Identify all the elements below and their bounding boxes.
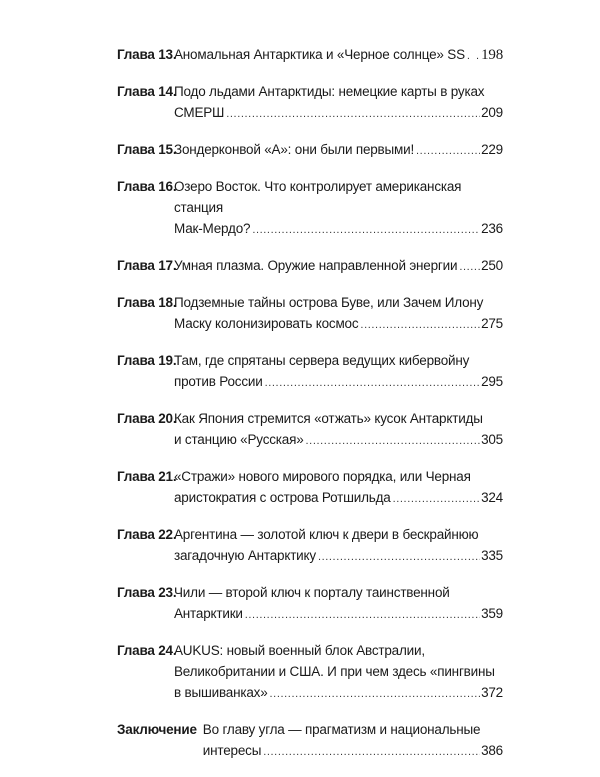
chapter-title-line: Там, где спрятаны сервера ведущих кибервойну — [174, 353, 470, 368]
chapter-title-line: AUKUS: новый военный блок Австралии, — [174, 643, 425, 658]
toc-entry-chapter-15[interactable] — [117, 139, 503, 162]
chapter-label: Глава 17. — [117, 258, 177, 273]
page-number: 275 — [481, 316, 503, 331]
toc-entry-chapter-19[interactable] — [117, 350, 503, 394]
dot-leader — [224, 104, 480, 125]
chapter-label: Глава 16. — [117, 179, 177, 194]
dot-leader — [414, 141, 480, 162]
chapter-title-line: Аргентина — золотой ключ к двери в бескрайнюю — [174, 527, 479, 542]
chapter-title — [174, 81, 503, 125]
chapter-label: Глава 21. — [117, 469, 177, 484]
chapter-label: Глава 13. — [117, 47, 177, 62]
toc-entry-chapter-22[interactable] — [117, 524, 503, 568]
dot-leader — [243, 605, 480, 626]
page-number: 359 — [481, 606, 503, 621]
page-number: 324 — [481, 490, 503, 505]
chapter-label: Глава 15. — [117, 142, 177, 157]
dot-leader — [465, 46, 480, 67]
page-number: 386 — [481, 743, 503, 758]
chapter-title-line: Великобритании и США. И при чем здесь «пингвины — [174, 664, 495, 679]
chapter-title-line: Озеро Восток. Что контролирует американская станция — [174, 179, 462, 215]
page-number: 209 — [481, 105, 503, 120]
toc-entry-conclusion[interactable] — [117, 719, 503, 763]
chapter-title-text: Умная плазма. Оружие направленной энергии — [174, 258, 458, 273]
dot-leader — [304, 431, 481, 452]
chapter-title — [174, 44, 503, 67]
page-number: 236 — [481, 221, 503, 236]
page-number: 229 — [481, 142, 503, 157]
page-number: 250 — [481, 258, 503, 273]
page-number: 372 — [481, 685, 503, 700]
chapter-title-text: и станцию «Русская» — [174, 432, 304, 447]
chapter-title-line: Подо льдами Антарктиды: немецкие карты в руках — [174, 84, 485, 99]
page-number: 295 — [481, 374, 503, 389]
chapter-label: Глава 14. — [117, 84, 177, 99]
chapter-title-text: интересы — [202, 743, 262, 758]
toc-entry-chapter-21[interactable] — [117, 466, 503, 510]
toc-entry-chapter-16[interactable] — [117, 176, 503, 241]
chapter-title — [174, 255, 503, 278]
chapter-title-text: Антарктики — [174, 606, 243, 621]
chapter-title — [174, 524, 503, 568]
chapter-title-line: Как Япония стремится «отжать» кусок Антарктиды — [174, 411, 483, 426]
conclusion-label: Заключение — [117, 722, 197, 737]
page-number: 198 — [481, 47, 503, 63]
toc-entry-chapter-18[interactable] — [117, 292, 503, 336]
toc-entry-chapter-23[interactable] — [117, 582, 503, 626]
toc-entry-chapter-13[interactable] — [117, 44, 503, 67]
chapter-title-line: Во главу угла — прагматизм и национальные — [202, 722, 481, 737]
chapter-label: Глава 20. — [117, 411, 177, 426]
chapter-title-line: Чили — второй ключ к порталу таинственной — [174, 585, 450, 600]
chapter-label: Глава 24. — [117, 643, 177, 658]
chapter-title-text: загадочную Антарктику — [174, 548, 316, 563]
chapter-title-line: «Стражи» нового мирового порядка, или Черная — [174, 469, 471, 484]
dot-leader — [391, 489, 480, 510]
chapter-title-text: Мак-Мердо? — [174, 221, 251, 236]
chapter-label: Глава 22. — [117, 527, 177, 542]
chapter-title — [174, 350, 503, 394]
dot-leader — [261, 742, 480, 763]
dot-leader — [250, 220, 480, 241]
chapter-label: Глава 18. — [117, 295, 177, 310]
chapter-title — [174, 640, 503, 705]
chapter-label: Глава 23. — [117, 585, 177, 600]
chapter-label: Глава 19. — [117, 353, 177, 368]
dot-leader — [268, 684, 481, 705]
chapter-title-text: Аномальная Антарктика и «Черное солнце» SS — [174, 47, 465, 62]
chapter-title — [174, 292, 503, 336]
table-of-contents — [117, 44, 503, 777]
chapter-title — [174, 466, 503, 510]
chapter-title — [174, 176, 503, 241]
dot-leader — [263, 373, 480, 394]
chapter-title — [174, 408, 503, 452]
dot-leader — [358, 315, 480, 336]
toc-entry-chapter-20[interactable] — [117, 408, 503, 452]
chapter-title-text: СМЕРШ — [174, 105, 225, 120]
chapter-title — [174, 139, 503, 162]
toc-entry-chapter-24[interactable] — [117, 640, 503, 705]
dot-leader — [316, 547, 480, 568]
chapter-title — [203, 719, 503, 763]
toc-entry-chapter-17[interactable] — [117, 255, 503, 278]
dot-leader — [457, 257, 480, 278]
chapter-title-text: против России — [174, 374, 263, 389]
page-number: 335 — [481, 548, 503, 563]
chapter-title-text: Маску колонизировать космос — [174, 316, 359, 331]
chapter-title — [174, 582, 503, 626]
page-number: 305 — [481, 432, 503, 447]
chapter-title-line: Подземные тайны острова Буве, или Зачем Илону — [174, 295, 484, 310]
chapter-title-text: аристократия с острова Ротшильда — [174, 490, 391, 505]
chapter-title-text: Зондерконвой «А»: они были первыми! — [174, 142, 415, 157]
toc-entry-chapter-14[interactable] — [117, 81, 503, 125]
chapter-title-text: в вышиванках» — [174, 685, 268, 700]
